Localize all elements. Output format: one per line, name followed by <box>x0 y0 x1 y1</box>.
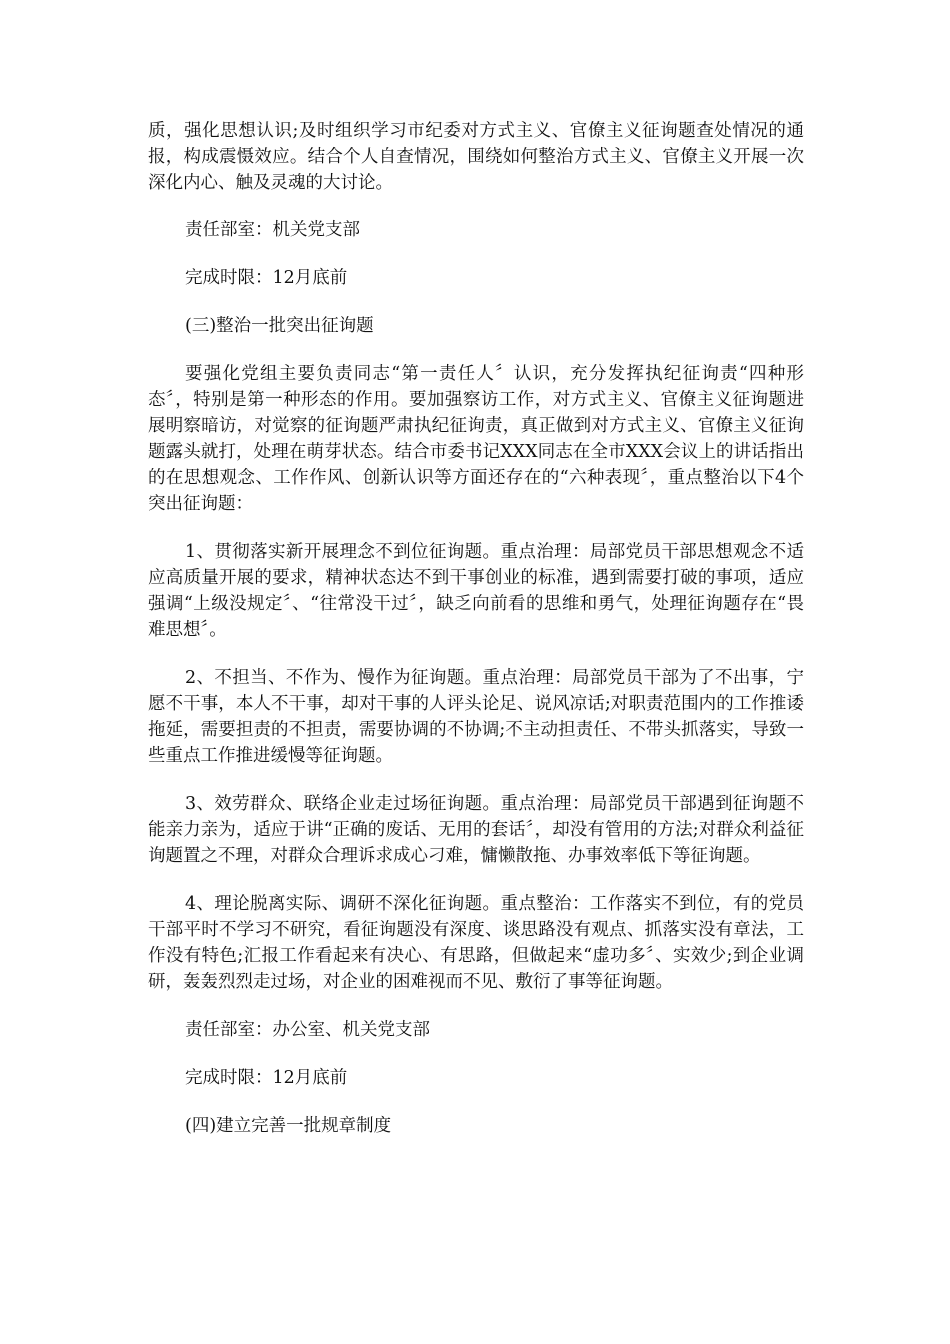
list-item-3: 3、效劳群众、联络企业走过场征询题。重点治理：局部党员干部遇到征询题不能亲力亲为，适应于讲“正确的废话、无用的套话〞，却没有管用的方法;对群众利益征询题置之不理，对群众合理诉求成心刁难，慵懒散拖、办事效率低下等征询题。 <box>148 794 804 866</box>
paragraph-intro: 要强化党组主要负责同志“第一责任人〞认识，充分发挥执纪征询责“四种形态〞，特别是第一种形态的作用。要加强察访工作，对方式主义、官僚主义征询题进展明察暗访，对觉察的征询题严肃执纪征询责，真正做到对方式主义、官僚主义征询题露头就打，处理在萌芽状态。结合市委书记XXX同志在全市XXX会议上的讲话指出的在思想观念、工作作风、创新认识等方面还存在的“六种表现〞，重点整治以下4个突出征询题： <box>148 364 804 514</box>
list-item-1: 1、贯彻落实新开展理念不到位征询题。重点治理：局部党员干部思想观念不适应高质量开展的要求，精神状态达不到干事创业的标准，遇到需要打破的事项，适应强调“上级没规定〞、“往常没干过〞，缺乏向前看的思维和勇气，处理征询题存在“畏难思想〞。 <box>148 542 804 640</box>
paragraph-continuation: 质，强化思想认识;及时组织学习市纪委对方式主义、官僚主义征询题查处情况的通报，构成震慑效应。结合个人自查情况，围绕如何整治方式主义、官僚主义开展一次深化内心、触及灵魂的大讨论。 <box>148 121 804 193</box>
section-heading-3: (三)整治一批突出征询题 <box>185 316 374 336</box>
list-item-2: 2、不担当、不作为、慢作为征询题。重点治理：局部党员干部为了不出事，宁愿不干事，本人不干事，却对干事的人评头论足、说风凉话;对职责范围内的工作推诿拖延，需要担责的不担责，需要协调的不协调;不主动担责任、不带头抓落实，导致一些重点工作推进缓慢等征询题。 <box>148 668 804 766</box>
section-heading-4: (四)建立完善一批规章制度 <box>185 1116 392 1136</box>
deadline-1: 完成时限：12月底前 <box>185 268 348 288</box>
responsible-dept-2: 责任部室：办公室、机关党支部 <box>185 1020 430 1040</box>
list-item-4: 4、理论脱离实际、调研不深化征询题。重点整治：工作落实不到位，有的党员干部平时不学习不研究，看征询题没有深度、谈思路没有观点、抓落实没有章法，工作没有特色;汇报工作看起来有决心、有思路，但做起来“虚功多〞、实效少;到企业调研，轰轰烈烈走过场，对企业的困难视而不见、敷衍了事等征询题。 <box>148 894 804 992</box>
deadline-2: 完成时限：12月底前 <box>185 1068 348 1088</box>
document-body <box>148 118 804 1139</box>
responsible-dept-1: 责任部室：机关党支部 <box>185 220 360 240</box>
